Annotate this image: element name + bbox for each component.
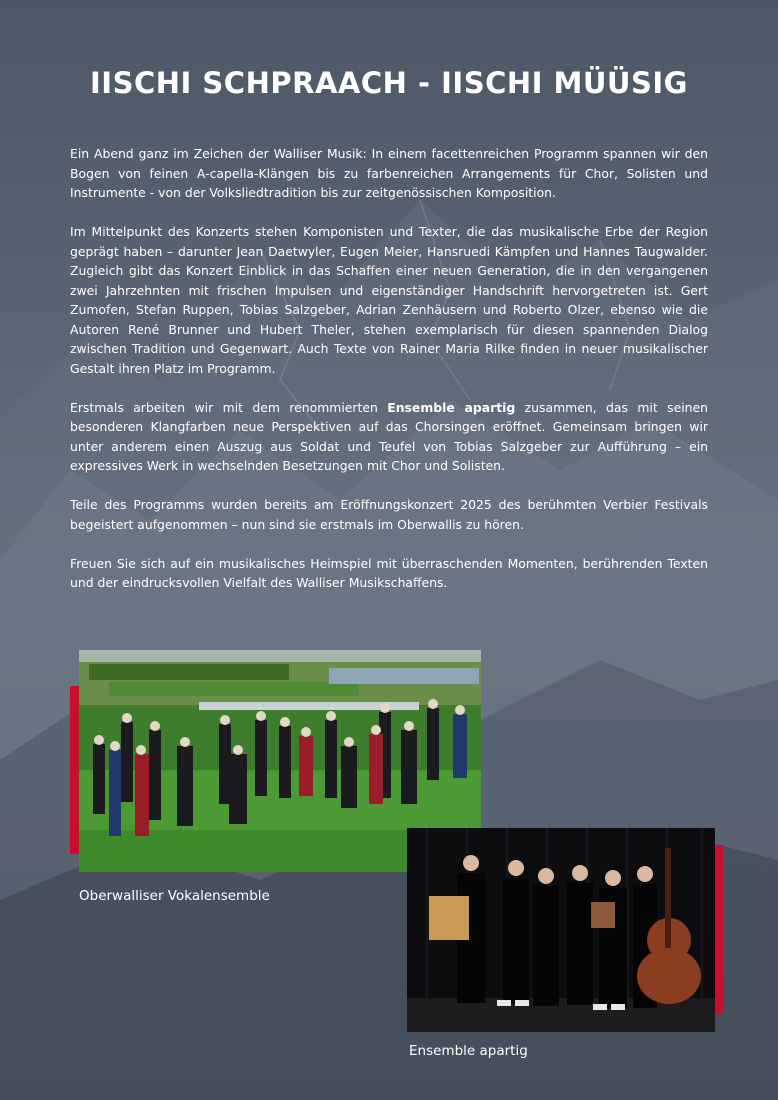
page-title: IISCHI SCHPRAACH - IISCHI MÜÜSIG <box>90 66 688 100</box>
paragraph-intro: Ein Abend ganz im Zeichen der Walliser Musik: In einem facettenreichen Programm spannen wir den Bogen von feinen A-capella-Klängen bis zu farbenreichen Arrangements für Chor, Solisten und Instrumente - von der Volksliedtradition bis zur zeitgenössischen Komposition. <box>70 146 708 200</box>
ensemble-caption: Ensemble apartig <box>409 1043 528 1059</box>
paragraph-closing: Freuen Sie sich auf ein musikalisches Heimspiel mit überraschenden Momenten, berührenden Texten und der eindrucksvollen Vielfalt des Walliser Musikschaffens. <box>70 555 708 590</box>
choir-caption: Oberwalliser Vokalensemble <box>79 888 270 904</box>
paragraph-ensemble-start: Erstmals arbeiten wir mit dem renommierten <box>70 399 388 415</box>
paragraph-verbier: Teile des Programms wurden bereits am Eröffnungskonzert 2025 des berühmten Verbier Festivals begeistert aufgenommen – nun sind sie erstmals im Oberwallis zu hören. <box>70 497 708 532</box>
paragraph-ensemble <box>70 398 708 476</box>
body-text <box>70 144 708 612</box>
ensemble-name-bold: Ensemble apartig <box>387 399 516 415</box>
paragraph-ensemble-end: zusammen, das mit seinen besonderen Klangfarben neue Perspektiven auf das Chorsingen eröffnet. Gemeinsam bringen wir unter anderem einen Auszug aus Soldat und Teufel von Tobias Salzgeber zur Aufführung – ein expressives Werk in wechselnden Besetzungen mit Chor und Solisten. <box>70 399 708 473</box>
ensemble-photo-accent <box>715 845 723 1013</box>
ensemble-photo-image <box>407 828 715 1032</box>
choir-photo-accent <box>70 686 79 854</box>
paragraph-composers: Im Mittelpunkt des Konzerts stehen Komponisten und Texter, die das musikalische Erbe der Region geprägt haben – darunter Jean Daetwyler, Eugen Meier, Hansruedi Kämpfen und Hannes Taugwalder. Zugleich gibt das Konzert Einblick in das Schaffen einer neuen Generation, die in den vergangenen zwei Jahrzehnten mit frischen Impulsen und eigenständiger Handschrift hervorgetreten ist. Gert Zumofen, Stefan Ruppen, Tobias Salzgeber, Adrian Zenhäusern und Roberto Olzer, ebenso wie die Autoren René Brunner und Hubert Theler, stehen exemplarisch für diesen spannenden Dialog zwischen Tradition und Gegenwart. Auch Texte von Rainer Maria Rilke finden in neuer musikalischer Gestalt ihren Platz im Programm. <box>70 224 708 376</box>
ensemble-photo <box>407 828 715 1032</box>
